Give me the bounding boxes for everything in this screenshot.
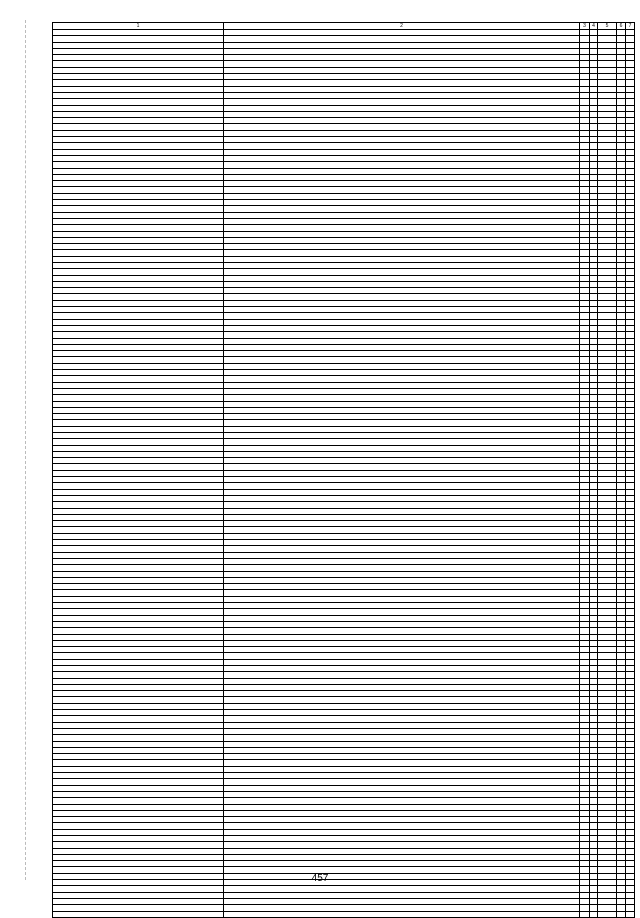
table-cell xyxy=(626,911,635,917)
column-number-2: 2 xyxy=(224,23,580,30)
column-number-7: 7 xyxy=(626,23,635,30)
column-number-6: 6 xyxy=(617,23,626,30)
column-number-1: 1 xyxy=(53,23,224,30)
table-cell xyxy=(617,911,626,917)
table-cell xyxy=(598,911,617,917)
table-cell xyxy=(53,911,224,917)
table-body xyxy=(53,30,635,918)
register-table xyxy=(52,22,635,918)
table-cell xyxy=(580,911,590,917)
table-row xyxy=(53,911,635,917)
table-cell xyxy=(224,911,580,917)
table-cell xyxy=(590,911,598,917)
column-number-4: 4 xyxy=(590,23,598,30)
column-number-5: 5 xyxy=(598,23,617,30)
scan-edge-line xyxy=(25,20,26,880)
page-number: 457 xyxy=(311,873,329,884)
column-number-row xyxy=(53,23,635,30)
column-number-3: 3 xyxy=(580,23,590,30)
table-header xyxy=(53,23,635,30)
